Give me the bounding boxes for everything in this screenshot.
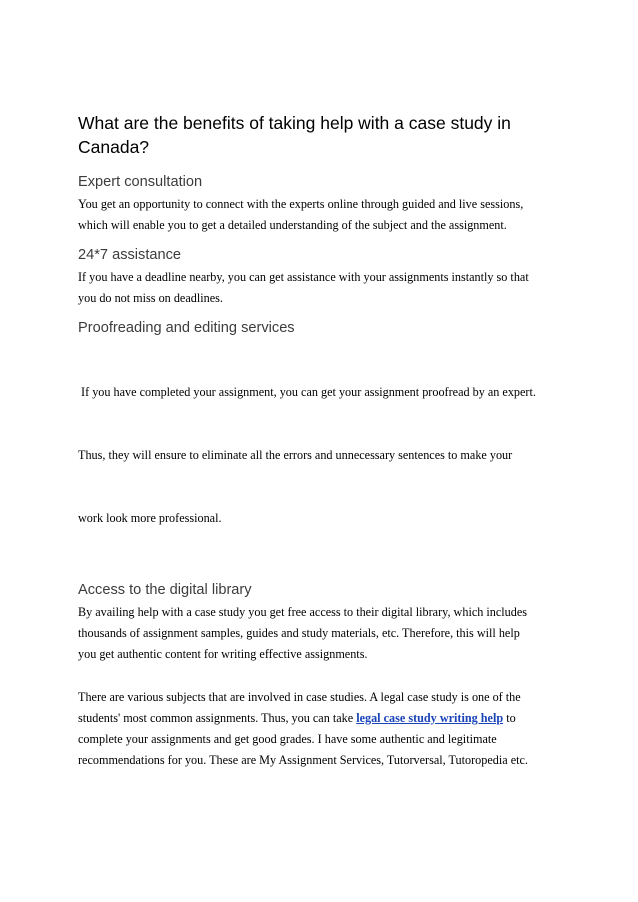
section-digital-library [78, 581, 578, 665]
section-paragraph [78, 340, 578, 571]
paragraph-line: which will enable you to get a detailed understanding of the subject and the assignment. [78, 218, 507, 232]
legal-case-study-link[interactable]: legal case study writing help [356, 711, 504, 725]
section-paragraph [78, 267, 578, 309]
title-line-2: Canada? [78, 137, 150, 157]
title-line-1: What are the benefits of taking help with a case study in [78, 113, 511, 133]
section-24-7-assistance [78, 246, 578, 309]
paragraph-line: If you have a deadline nearby, you can get assistance with your assignments instantly so that [78, 270, 529, 284]
section-proofreading [78, 319, 578, 571]
section-heading: Proofreading and editing services [78, 320, 295, 336]
paragraph-line: If you have completed your assignment, you can get your assignment proofread by an expert. [78, 385, 536, 399]
section-expert-consultation [78, 173, 578, 236]
paragraph-line: you get authentic content for writing effective assignments. [78, 647, 368, 661]
paragraph-line: work look more professional. [78, 511, 222, 525]
paragraph-line: By availing help with a case study you get free access to their digital library, which includes [78, 605, 527, 619]
paragraph-line: thousands of assignment samples, guides and study materials, etc. Therefore, this will help [78, 626, 520, 640]
paragraph-line: Thus, they will ensure to eliminate all the errors and unnecessary sentences to make your [78, 448, 513, 462]
section-heading: Expert consultation [78, 174, 203, 190]
section-heading: Access to the digital library [78, 582, 252, 598]
paragraph-line: recommendations for you. These are My Assignment Services, Tutorversal, Tutoropedia etc. [78, 753, 528, 767]
document-body [78, 111, 578, 771]
paragraph-line: you do not miss on deadlines. [78, 291, 223, 305]
section-paragraph [78, 194, 578, 236]
closing-text-before-link: students' most common assignments. Thus, you can take [78, 711, 357, 725]
paragraph-line [78, 708, 578, 729]
section-paragraph [78, 602, 578, 665]
paragraph-line: There are various subjects that are involved in case studies. A legal case study is one of the [78, 690, 521, 704]
paragraph-line: complete your assignments and get good grades. I have some authentic and legitimate [78, 732, 497, 746]
document-title [78, 111, 578, 159]
closing-text-after-link: to [503, 711, 516, 725]
paragraph-line: You get an opportunity to connect with the experts online through guided and live sessions, [78, 197, 524, 211]
closing-paragraph [78, 687, 578, 771]
section-heading: 24*7 assistance [78, 247, 182, 263]
